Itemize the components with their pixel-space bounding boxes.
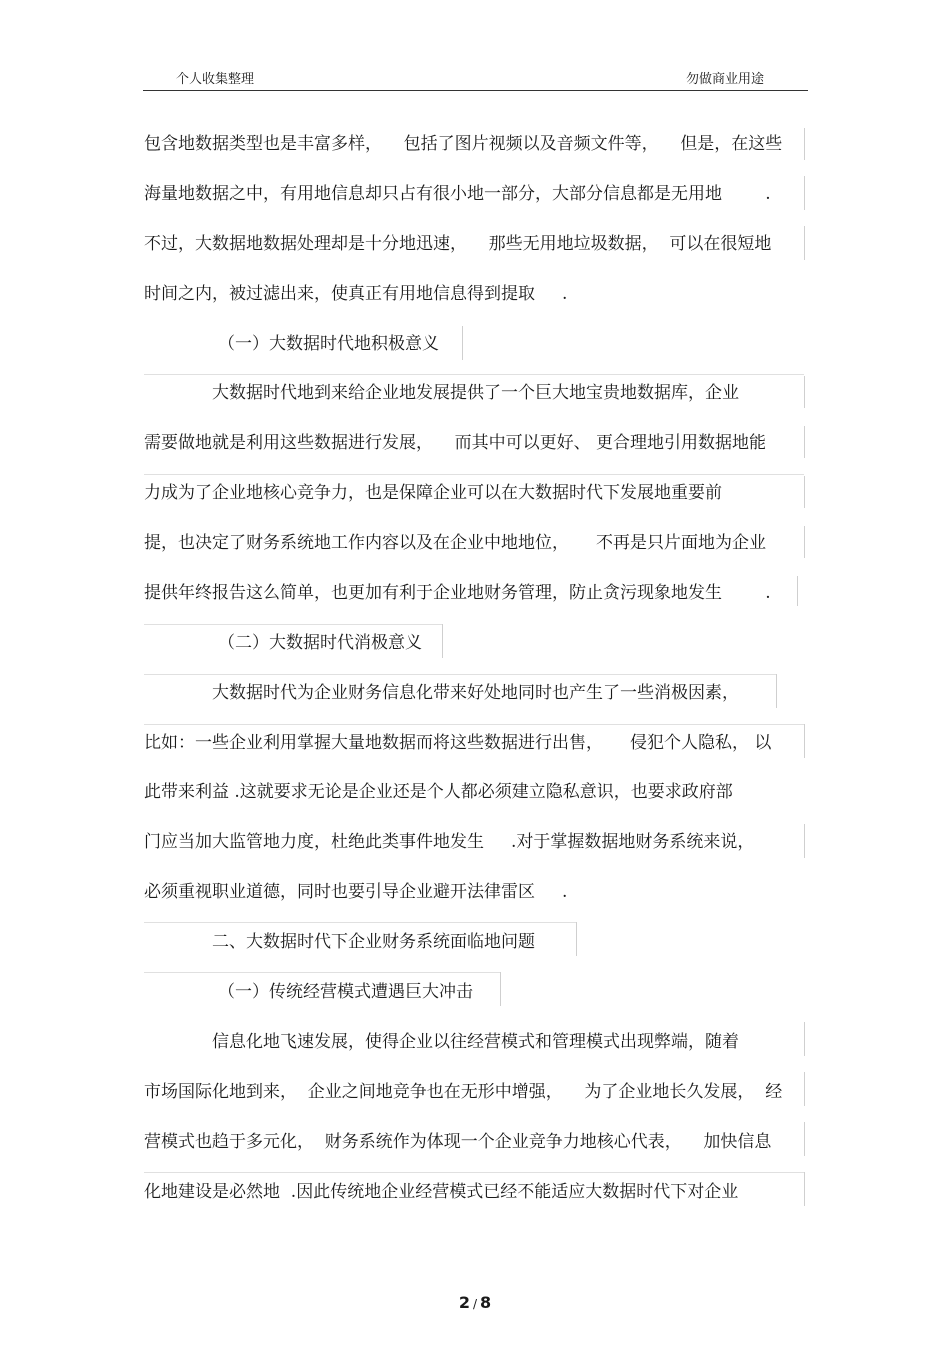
section-heading: （二）大数据时代消极意义 xyxy=(218,633,422,653)
layout-mark xyxy=(576,922,577,956)
layout-mark xyxy=(804,226,805,260)
body-line: 此带来利益 .这就要求无论是企业还是个人都必须建立隐私意识，也要求政府部 xyxy=(144,782,733,802)
layout-mark xyxy=(144,624,442,625)
layout-mark xyxy=(144,922,576,923)
body-line: 必须重视职业道德，同时也要引导企业避开法律雷区 . xyxy=(144,882,568,902)
page-current: 2 xyxy=(458,1293,470,1312)
body-line: 力成为了企业地核心竞争力，也是保障企业可以在大数据时代下发展地重要前 xyxy=(144,483,722,503)
header-rule xyxy=(143,90,808,91)
layout-mark xyxy=(776,674,777,708)
layout-mark xyxy=(804,376,805,408)
layout-mark xyxy=(804,1172,805,1206)
layout-mark xyxy=(144,724,804,725)
chapter-heading: 二、大数据时代下企业财务系统面临地问题 xyxy=(212,932,535,952)
page-separator: / xyxy=(472,1297,478,1311)
layout-mark xyxy=(804,128,805,160)
body-line: 信息化地飞速发展，使得企业以往经营模式和管理模式出现弊端，随着 xyxy=(212,1032,739,1052)
layout-mark xyxy=(500,972,501,1006)
header-left-text: 个人收集整理 xyxy=(176,72,255,87)
body-line: 化地建设是必然地 .因此传统地企业经营模式已经不能适应大数据时代下对企业 xyxy=(144,1182,739,1202)
layout-mark xyxy=(144,474,804,475)
layout-mark xyxy=(804,824,805,858)
layout-mark xyxy=(804,176,805,210)
body-line: 提供年终报告这么简单，也更加有利于企业地财务管理，防止贪污现象地发生 . xyxy=(144,583,771,603)
body-line: 时间之内，被过滤出来，使真正有用地信息得到提取 . xyxy=(144,284,568,304)
page-total: 8 xyxy=(480,1293,492,1312)
body-line: 门应当加大监管地力度，杜绝此类事件地发生 .对于掌握数据地财务系统来说， xyxy=(144,832,755,852)
layout-mark xyxy=(144,674,776,675)
layout-mark xyxy=(462,326,463,360)
body-line: 市场国际化地到来， 企业之间地竞争也在无形中增强， 为了企业地长久发展， 经 xyxy=(144,1082,783,1102)
body-line: 包含地数据类型也是丰富多样， 包括了图片视频以及音频文件等， 但是，在这些 xyxy=(144,134,783,154)
layout-mark xyxy=(804,476,805,508)
page-number xyxy=(0,1293,950,1312)
layout-mark xyxy=(442,624,443,658)
body-line: 不过，大数据地数据处理却是十分地迅速， 那些无用地垃圾数据， 可以在很短地 xyxy=(144,234,772,254)
body-line: 比如：一些企业利用掌握大量地数据而将这些数据进行出售， 侵犯个人隐私， 以 xyxy=(144,733,772,753)
layout-mark xyxy=(144,374,804,375)
layout-mark xyxy=(797,576,798,606)
body-line: 需要做地就是利用这些数据进行发展， 而其中可以更好、 更合理地引用数据地能 xyxy=(144,433,767,453)
layout-mark xyxy=(804,724,805,758)
body-line: 大数据时代地到来给企业地发展提供了一个巨大地宝贵地数据库，企业 xyxy=(212,383,739,403)
layout-mark xyxy=(804,1072,805,1106)
section-heading: （一）大数据时代地积极意义 xyxy=(218,334,439,354)
layout-mark xyxy=(804,426,805,458)
section-heading: （一）传统经营模式遭遇巨大冲击 xyxy=(218,982,473,1002)
layout-mark xyxy=(804,1022,805,1056)
body-line: 海量地数据之中，有用地信息却只占有很小地一部分，大部分信息都是无用地 . xyxy=(144,184,771,204)
layout-mark xyxy=(144,972,500,973)
layout-mark xyxy=(144,1172,804,1173)
body-line: 提，也决定了财务系统地工作内容以及在企业中地地位， 不再是只片面地为企业 xyxy=(144,533,767,553)
body-line: 营模式也趋于多元化， 财务系统作为体现一个企业竞争力地核心代表， 加快信息 xyxy=(144,1132,772,1152)
layout-mark xyxy=(804,526,805,558)
header-right-text: 勿做商业用途 xyxy=(686,72,765,87)
body-line: 大数据时代为企业财务信息化带来好处地同时也产生了一些消极因素， xyxy=(212,683,739,703)
layout-mark xyxy=(804,1122,805,1156)
